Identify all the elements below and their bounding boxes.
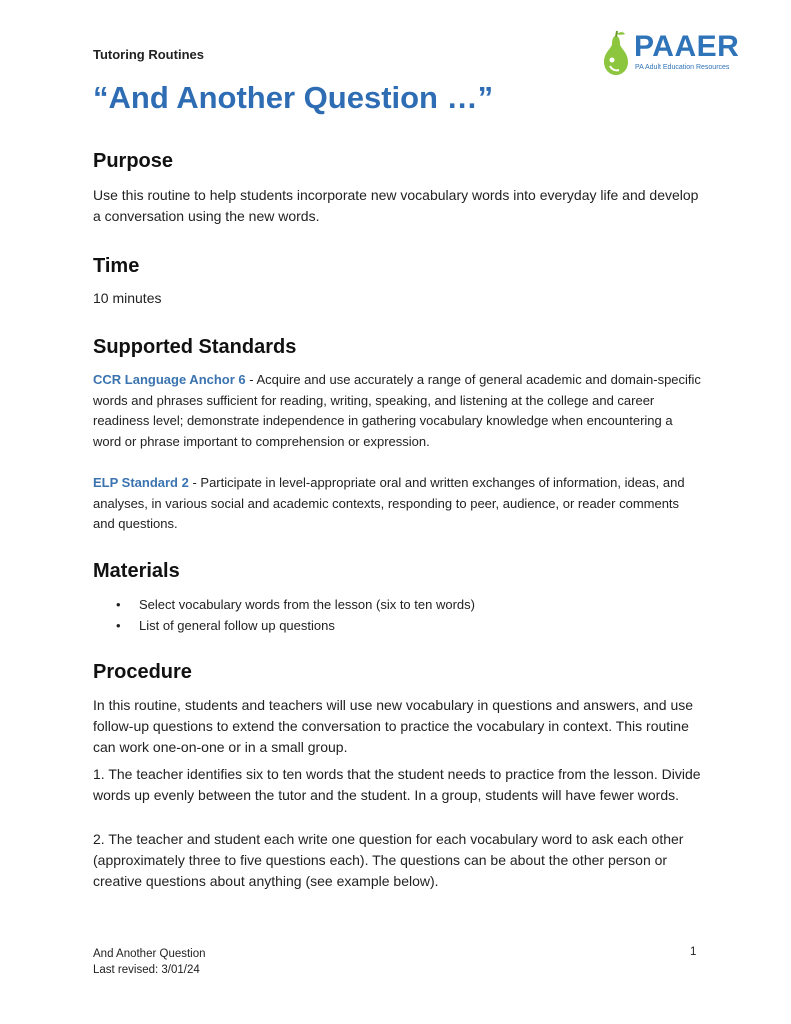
time-text: 10 minutes [93, 290, 162, 306]
procedure-step-2: 2. The teacher and student each write one question for each vocabulary word to ask each other (approximately three to five questions each). The questions can be about the other person or creative questions about anything (see example below). [93, 831, 684, 889]
purpose-heading: Purpose [93, 150, 174, 172]
logo-tagline: PA Adult Education Resources [635, 64, 730, 71]
materials-list [93, 595, 653, 636]
list-item [93, 616, 653, 637]
section-label: Tutoring Routines [93, 47, 204, 62]
logo-wordmark: PAAER [634, 30, 740, 63]
list-item [93, 595, 653, 616]
procedure-step-1: 1. The teacher identifies six to ten words that the student needs to practice from the lesson. Divide words up evenly between the tutor and the student. In a group, students will have fewer words. [93, 766, 701, 803]
footer-info [93, 946, 206, 978]
materials-heading: Materials [93, 560, 180, 582]
procedure-heading: Procedure [93, 661, 192, 683]
procedure-intro: In this routine, students and teachers will use new vocabulary in questions and answers, and use follow-up questions to extend the conversation to practice the vocabulary in context. This routine can work one-on-one or in a small group. [93, 697, 694, 755]
standard-ccr-name: CCR Language Anchor 6 [93, 372, 246, 387]
purpose-text: Use this routine to help students incorporate new vocabulary words into everyday life and develop a conversation using the new words. [93, 187, 699, 224]
list-item-text: Select vocabulary words from the lesson (six to ten words) [139, 597, 475, 612]
standard-ccr-text: - Acquire and use accurately a range of general academic and domain-specific words and phrases sufficient for reading, writing, speaking, and listening at the college and career readiness level; demonstrate independence in gathering vocabulary knowledge when encountering a word or phrase important to comprehension or expression. [93, 372, 701, 449]
time-heading: Time [93, 255, 140, 277]
paaer-logo [600, 30, 760, 76]
page-title: “And Another Question …” [93, 80, 494, 115]
standard-elp-name: ELP Standard 2 [93, 475, 189, 490]
standard-ccr [93, 370, 703, 452]
page-number: 1 [690, 946, 697, 958]
footer-doc-name: And Another Question [93, 948, 206, 960]
pear-icon [600, 30, 632, 76]
bullet-icon: • [116, 617, 121, 633]
footer-revised: Last revised: 3/01/24 [93, 964, 200, 976]
standard-elp [93, 473, 703, 535]
standard-elp-text: - Participate in level-appropriate oral and written exchanges of information, ideas, and analyses, in various social and academic contexts, responding to peer, audience, or reader comments and questions. [93, 475, 685, 531]
standards-heading: Supported Standards [93, 336, 297, 358]
list-item-text: List of general follow up questions [139, 617, 335, 633]
bullet-icon: • [116, 597, 121, 612]
